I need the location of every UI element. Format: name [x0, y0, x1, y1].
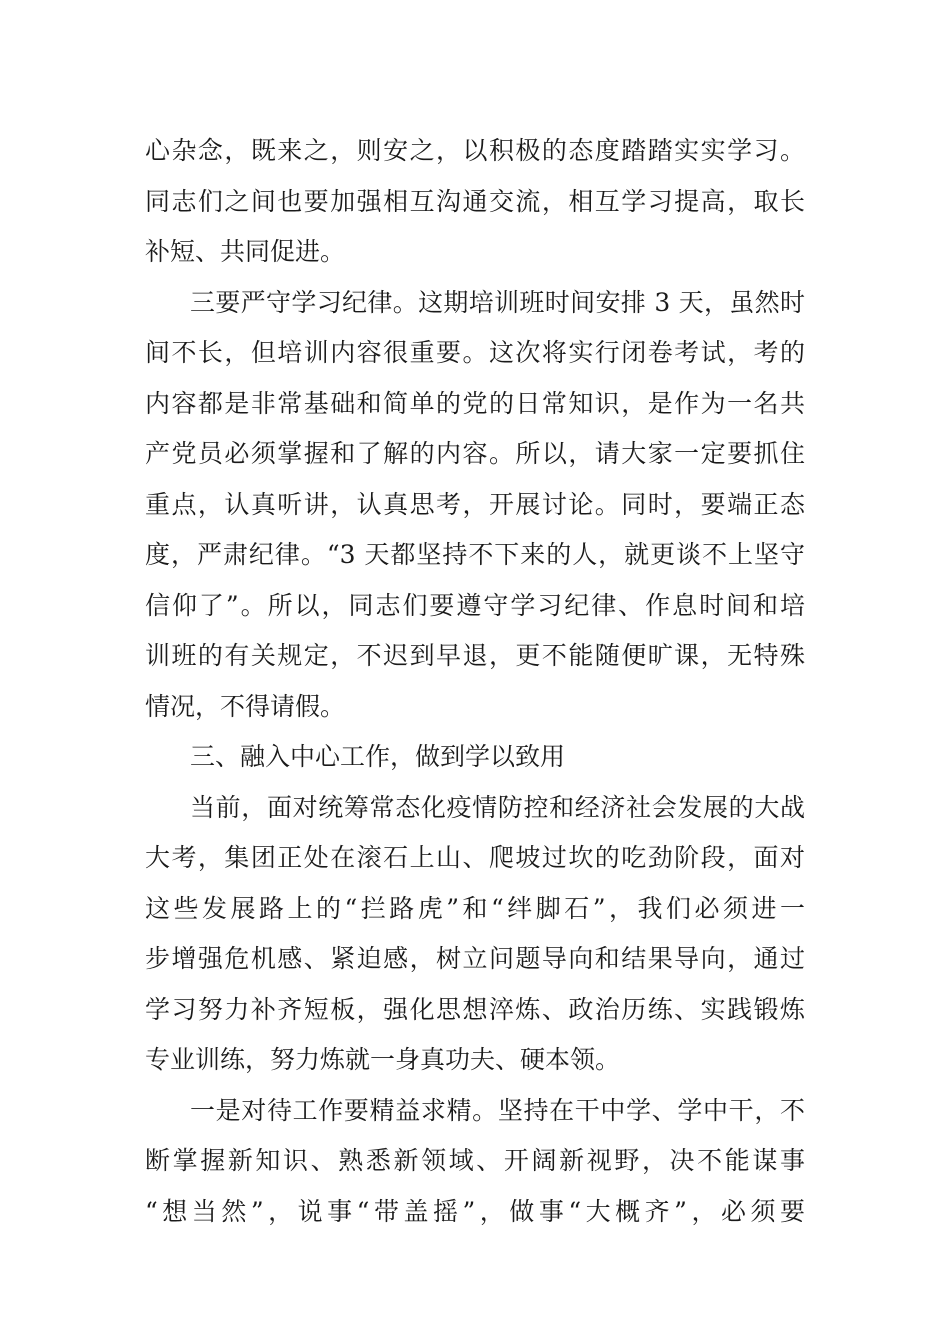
text-line-10: 信仰了”。所以，同志们要遵守学习纪律、作息时间和培	[145, 590, 805, 620]
text-line-18: 学习努力补齐短板，强化思想淬炼、政治历练、实践锻炼	[145, 994, 805, 1024]
text-line-5: 间不长，但培训内容很重要。这次将实行闭卷考试，考的	[145, 338, 805, 367]
text-line-1: 心杂念，既来之，则安之，以积极的态度踏踏实实学习。	[145, 136, 805, 165]
text-line-2: 同志们之间也要加强相互沟通交流，相互学习提高，取长	[145, 186, 805, 216]
text-line-19: 专业训练，努力炼就一身真功夫、硬本领。	[145, 1045, 621, 1074]
text-line-20: 一是对待工作要精益求精。坚持在干中学、学中干，不	[190, 1095, 805, 1125]
document-body	[145, 126, 805, 1237]
text-line-6: 内容都是非常基础和简单的党的日常知识，是作为一名共	[145, 388, 805, 418]
text-line-7: 产党员必须掌握和了解的内容。所以，请大家一定要抓住	[145, 439, 805, 468]
text-line-22: “想当然”，说事“带盖摇”，做事“大概齐”，必须要	[145, 1196, 805, 1226]
text-line-16: 这些发展路上的“拦路虎”和“绊脚石”，我们必须进一	[145, 893, 805, 923]
text-line-4: 三要严守学习纪律。这期培训班时间安排 3 天，虽然时	[190, 287, 805, 317]
section-heading: 三、融入中心工作，做到学以致用	[190, 742, 566, 771]
text-line-3: 补短、共同促进。	[145, 237, 346, 266]
text-line-17: 步增强危机感、紧迫感，树立问题导向和结果导向，通过	[145, 944, 805, 973]
text-line-14: 当前，面对统筹常态化疫情防控和经济社会发展的大战	[190, 792, 805, 822]
text-line-21: 断掌握新知识、熟悉新领域、开阔新视野，决不能谋事	[145, 1146, 805, 1175]
text-line-12: 情况，不得请假。	[145, 691, 346, 721]
text-line-11: 训班的有关规定，不迟到早退，更不能随便旷课，无特殊	[145, 641, 805, 670]
text-line-9: 度，严肃纪律。“3 天都坚持不下来的人，就更谈不上坚守	[145, 540, 805, 569]
text-line-8: 重点，认真听讲，认真思考，开展讨论。同时，要端正态	[145, 489, 805, 519]
text-line-15: 大考，集团正处在滚石上山、爬坡过坎的吃劲阶段，面对	[145, 843, 805, 872]
